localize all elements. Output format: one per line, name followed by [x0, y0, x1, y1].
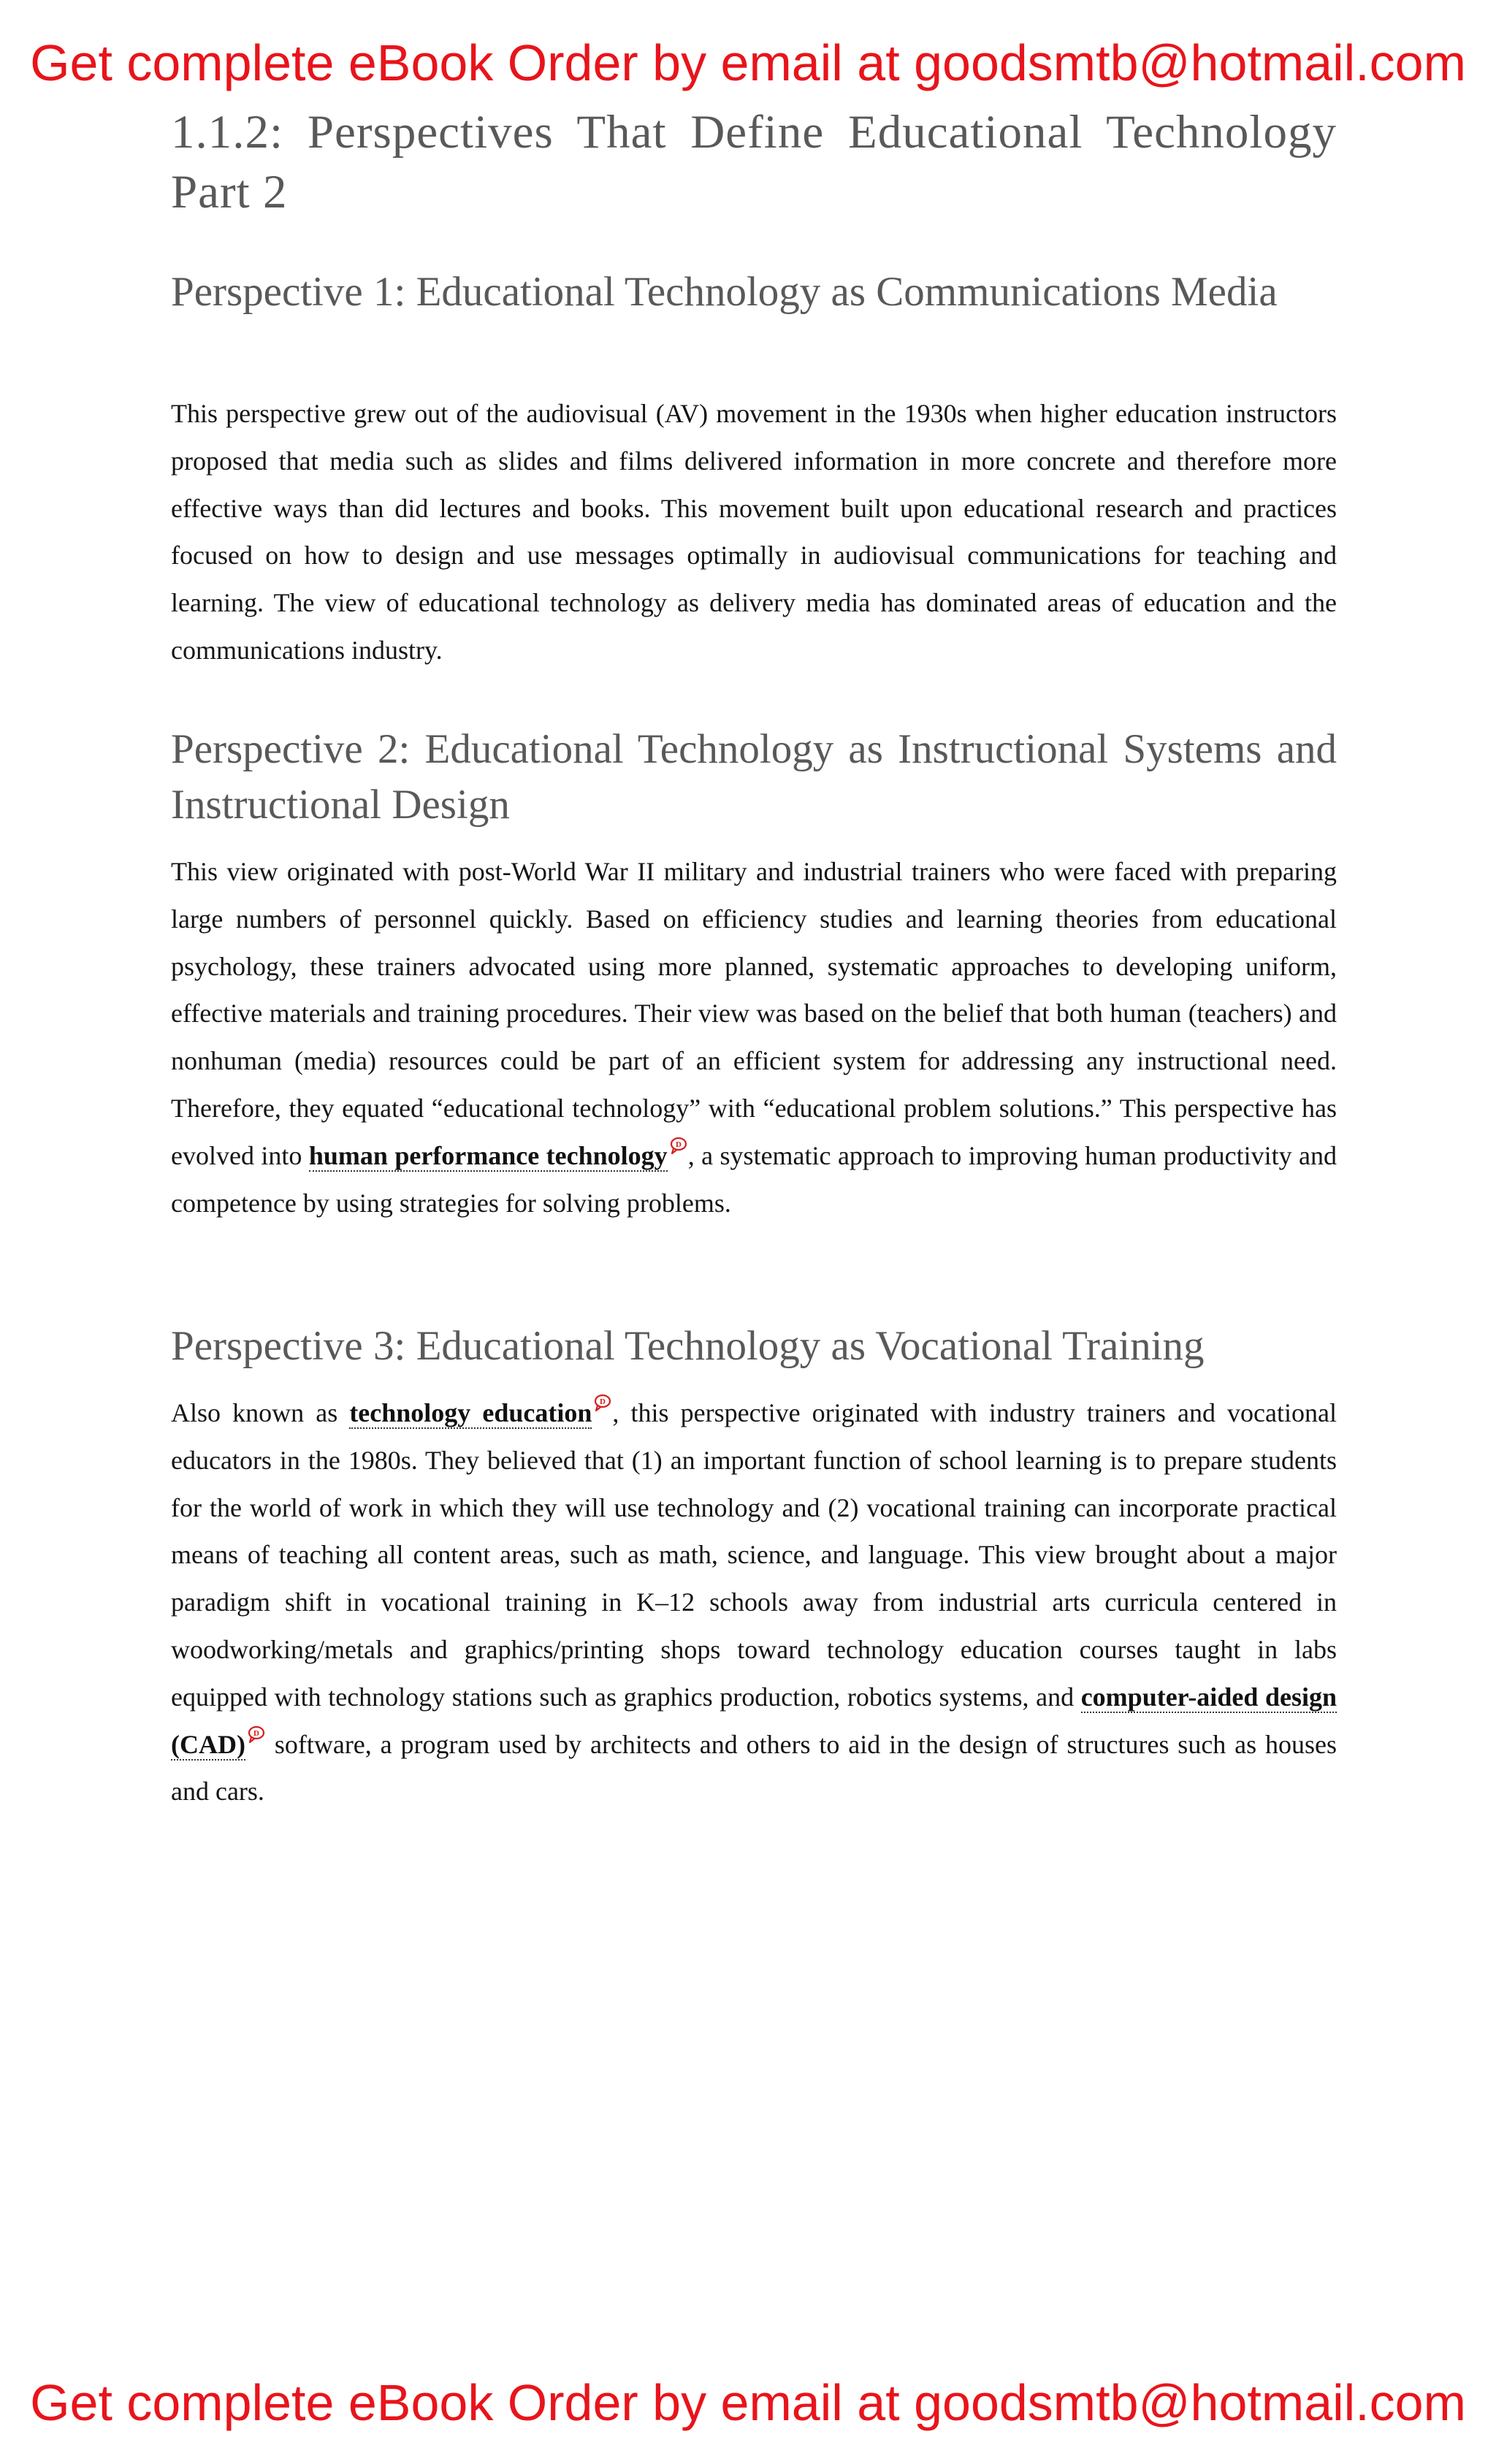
body-text: Also known as — [171, 1398, 350, 1427]
glossary-link-technology-education[interactable]: technology education — [349, 1398, 592, 1427]
section-body-perspective-3 — [171, 1389, 1337, 1815]
page-title: 1.1.2: Perspectives That Define Educational Technology Part 2 — [171, 106, 1337, 218]
svg-text:D: D — [253, 1728, 259, 1738]
svg-text:D: D — [675, 1140, 682, 1149]
body-text: This view originated with post-World War II military and industrial trainers who were faced with preparing large numbers of personnel quickly. Based on efficiency studies and learning theories from educational psychology, these trainers advocated using more planned, systematic approaches to developing uniform, effective materials and training procedures. Their view was based on the belief that both human (teachers) and nonhuman (media) resources could be part of an efficient system for addressing any instructional need. Therefore, they equated “educational technology” with “educational problem solutions.” This perspective has evolved into — [171, 857, 1337, 1170]
glossary-link-computer-aided-design[interactable]: computer-aided design (CAD) — [171, 1682, 1337, 1759]
section-heading-perspective-1: Perspective 1: Educational Technology as Communications Media — [171, 269, 1278, 315]
glossary-speech-icon[interactable] — [593, 1393, 612, 1412]
section-heading-perspective-3: Perspective 3: Educational Technology as Vocational Training — [171, 1323, 1205, 1369]
order-banner-bottom: Get complete eBook Order by email at goodsmtb@hotmail.com — [30, 2374, 1466, 2431]
section-body-perspective-1: This perspective grew out of the audiovisual (AV) movement in the 1930s when higher education instructors proposed that media such as slides and films delivered information in more concrete and therefore more effective ways than did lectures and books. This movement built upon educational research and practices focused on how to design and use messages optimally in audiovisual communications for teaching and learning. The view of educational technology as delivery media has dominated areas of education and the communications industry. — [171, 399, 1337, 665]
body-text: , a systematic approach to improving human productivity and competence by using strategies for solving problems. — [171, 1140, 1337, 1218]
body-text: software, a program used by architects and others to aid in the design of structures such as houses and cars. — [171, 1729, 1337, 1807]
glossary-link-human-performance-technology[interactable]: human performance technology — [308, 1140, 668, 1170]
section-heading-perspective-2: Perspective 2: Educational Technology as Instructional Systems and Instructional Design — [171, 726, 1337, 828]
body-text: , this perspective originated with industry trainers and vocational educators in the 1980s. They believed that (1) an important function of school learning is to prepare students for the world of work in which they will use technology and (2) vocational training can incorporate practical means of teaching all content areas, such as math, science, and language. This view brought about a major paradigm shift in vocational training in K–12 schools away from industrial arts curricula centered in woodworking/metals and graphics/printing shops toward technology education courses taught in labs equipped with technology stations such as graphics production, robotics systems, and — [171, 1398, 1337, 1712]
svg-text:D: D — [600, 1397, 606, 1406]
glossary-speech-icon[interactable] — [247, 1725, 266, 1744]
glossary-speech-icon[interactable] — [669, 1136, 688, 1155]
section-body-perspective-2 — [171, 848, 1337, 1227]
order-banner-top: Get complete eBook Order by email at goodsmtb@hotmail.com — [30, 34, 1466, 91]
